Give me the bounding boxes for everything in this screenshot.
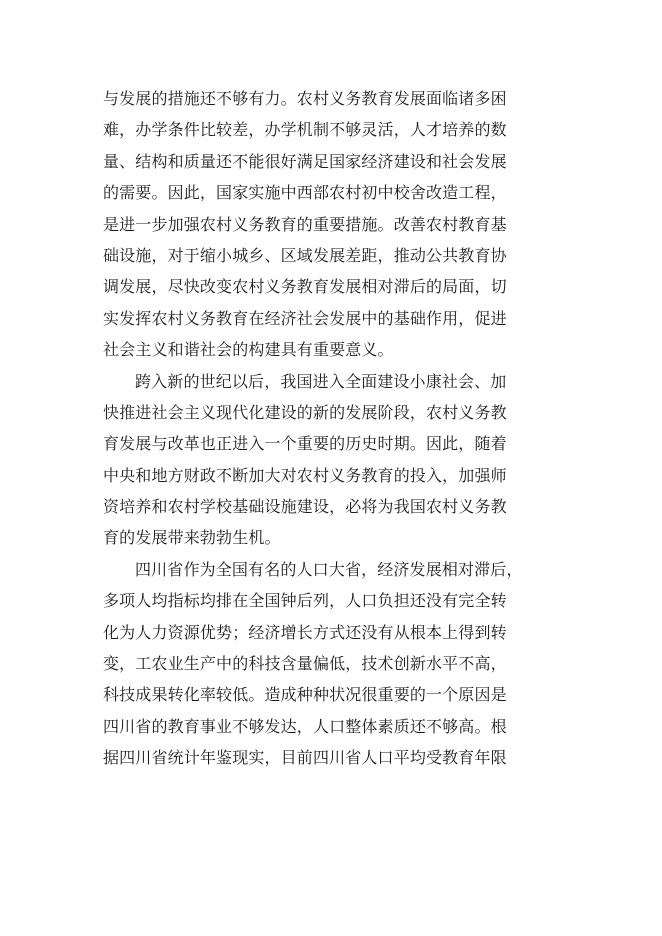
- body-text: [103, 83, 563, 774]
- text-line: 快推进社会主义现代化建设的新的发展阶段，农村义务教: [103, 402, 507, 422]
- paragraph-start-line: 跨入新的世纪以后，我国进入全面建设小康社会、加: [135, 371, 507, 391]
- text-line: 育发展与改革也正进入一个重要的历史时期。因此，随着: [103, 434, 507, 454]
- text-line: 据四川省统计年鉴现实，目前四川省人口平均受教育年限: [103, 748, 507, 768]
- text-line: 化为人力资源优势；经济增长方式还没有从根本上得到转: [103, 622, 507, 642]
- text-line: 础设施，对于缩小城乡、区域发展差距，推动公共教育协: [103, 245, 507, 265]
- text-line: 变，工农业生产中的科技含量偏低，技术创新水平不高，: [103, 654, 507, 674]
- text-line: 是进一步加强农村义务教育的重要措施。改善农村教育基: [103, 214, 507, 234]
- text-line: 科技成果转化率较低。造成种种状况很重要的一个原因是: [103, 685, 507, 705]
- paragraph-start-line: 四川省作为全国有名的人口大省，经济发展相对滞后，: [135, 559, 523, 579]
- text-line: 多项人均指标均排在全国钟后列，人口负担还没有完全转: [103, 591, 507, 611]
- text-line: 调发展，尽快改变农村义务教育发展相对滞后的局面，切: [103, 277, 507, 297]
- text-line: 中央和地方财政不断加大对农村义务教育的投入，加强师: [103, 465, 507, 485]
- text-line: 难，办学条件比较差，办学机制不够灵活，人才培养的数: [103, 120, 507, 140]
- text-line: 实发挥农村义务教育在经济社会发展中的基础作用，促进: [103, 308, 507, 328]
- text-line: 育的发展带来勃勃生机。: [103, 528, 281, 548]
- text-line: 资培养和农村学校基础设施建设，必将为我国农村义务教: [103, 497, 507, 517]
- text-line: 与发展的措施还不够有力。农村义务教育发展面临诸多困: [103, 89, 507, 108]
- text-line: 四川省的教育事业不够发达，人口整体素质还不够高。根: [103, 716, 507, 736]
- text-line: 量、结构和质量还不能很好满足国家经济建设和社会发展: [103, 151, 507, 171]
- text-line: 的需要。因此，国家实施中西部农村初中校舍改造工程，: [103, 183, 507, 203]
- text-line: 社会主义和谐社会的构建具有重要意义。: [103, 340, 394, 360]
